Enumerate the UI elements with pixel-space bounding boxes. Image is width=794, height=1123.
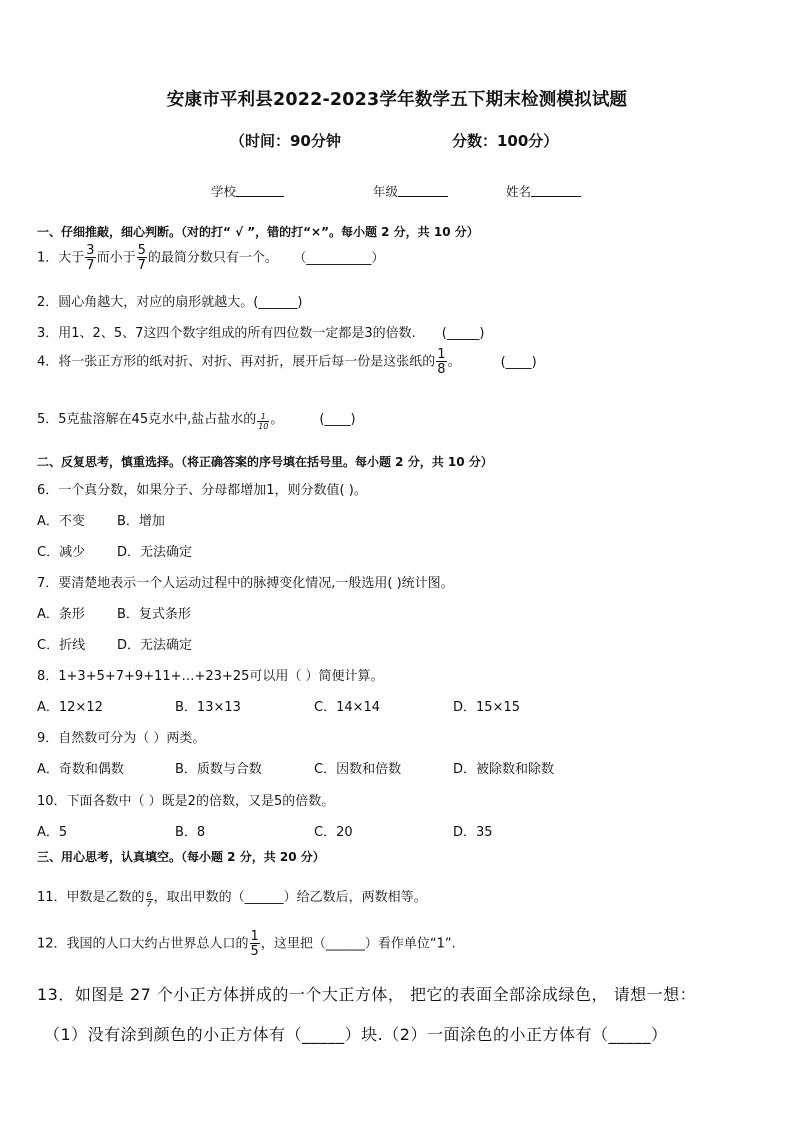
name-blank[interactable] [531,186,581,197]
q6-option-c[interactable]: C．减少 [37,545,86,560]
q12-fraction [250,930,260,958]
q8-option-b[interactable]: B．13×13 [175,700,241,715]
q9-option-c[interactable]: C．因数和倍数 [314,762,402,777]
q11-text-a: 11．甲数是乙数的 [37,890,145,905]
q8-option-c[interactable]: C．14×14 [314,700,381,715]
question-13-line1: 13．如图是 27 个小正方体拼成的一个大正方体， 把它的表面全部涂成绿色， 请想一想： [37,985,697,1004]
q9-option-a[interactable]: A．奇数和偶数 [37,762,124,777]
question-2: 2．圆心角越大，对应的扇形就越大。(______) [37,295,303,310]
q4-answer-blank[interactable]: (____) [500,354,537,370]
grade-label: 年级 [373,184,399,199]
q4-text-a: 4．将一张正方形的纸对折、对折、再对折，展开后每一份是这张纸的 [37,354,436,370]
q7-option-d[interactable]: D．无法确定 [117,638,193,653]
school-field[interactable] [211,182,284,200]
q12-denominator: 5 [250,944,259,959]
q8-option-d[interactable]: D．15×15 [453,700,520,715]
question-12 [37,930,456,958]
q9-option-b[interactable]: B．质数与合数 [175,762,262,777]
q12-text-a: 12．我国的人口大约占世界总人口的 [37,936,249,952]
q10-option-c[interactable]: C．20 [314,825,353,840]
q1-f1-numerator: 3 [86,243,95,258]
name-field[interactable] [506,182,581,200]
q4-numerator: 1 [437,347,446,362]
q11-denominator: 7 [146,900,152,909]
q7-option-b[interactable]: B．复式条形 [117,607,191,622]
q10-option-d[interactable]: D．35 [453,825,493,840]
q10-option-b[interactable]: B．8 [175,825,206,840]
q5-numerator: 1 [260,412,266,421]
exam-time: （时间：90分钟 [230,132,341,150]
q6-option-a[interactable]: A．不变 [37,514,85,529]
exam-title: 安康市平利县2022-2023学年数学五下期末检测模拟试题 [166,90,628,110]
question-10: 10．下面各数中（ ）既是2的倍数，又是5的倍数。 [37,794,335,809]
q5-fraction [257,413,269,431]
q5-answer-blank[interactable]: (____) [319,412,356,427]
q11-numerator: 6 [146,890,152,899]
section2-heading: 二、反复思考，慎重选择。（将正确答案的序号填在括号里。每小题 2 分，共 10 分） [37,455,493,469]
q1-f2-denominator: 7 [137,258,146,273]
q7-option-a[interactable]: A．条形 [37,607,85,622]
q1-text-b: 而小于 [96,250,136,266]
q1-number: 1． [37,250,59,266]
q4-fraction [436,348,446,376]
question-4 [37,348,537,376]
q1-fraction-2 [137,244,147,272]
q11-fraction [146,891,153,909]
question-7: 7．要清楚地表示一个人运动过程中的脉搏变化情况,一般选用( )统计图。 [37,576,454,591]
q1-answer-blank[interactable]: （__________） [299,250,385,266]
section1-heading: 一、仔细推敲，细心判断。（对的打“ √ ”，错的打“×”。每小题 2 分，共 10 分） [37,225,479,239]
q12-text-b: ，这里把（______）看作单位“1”. [260,936,456,952]
grade-blank[interactable] [398,186,448,197]
q5-denominator: 10 [258,422,269,431]
q1-text-a: 大于 [58,250,85,266]
question-5 [37,408,356,431]
q12-numerator: 1 [250,929,259,944]
question-8: 8．1+3+5+7+9+11+…+23+25可以用（ ）简便计算。 [37,669,384,684]
q6-option-d[interactable]: D．无法确定 [117,545,193,560]
question-9: 9．自然数可分为（ ）两类。 [37,731,206,746]
q8-option-a[interactable]: A．12×12 [37,700,103,715]
grade-field[interactable] [373,182,448,200]
name-label: 姓名 [506,184,532,199]
school-label: 学校 [211,184,237,199]
question-3: 3．用1、2、5、7这四个数字组成的所有四位数一定都是3的倍数. (_____) [37,326,485,341]
question-13-line2: （1）没有涂到颜色的小正方体有（_____）块.（2）一面涂色的小正方体有（_____） [44,1025,668,1044]
q10-option-a[interactable]: A．5 [37,825,68,840]
q1-f1-denominator: 7 [86,258,95,273]
q5-text-a: 5．5克盐溶解在45克水中,盐占盐水的 [37,412,257,427]
q7-option-c[interactable]: C．折线 [37,638,86,653]
q1-text-c: 的最简分数只有一个。 [147,250,278,266]
question-11 [37,886,427,909]
section3-heading: 三、用心思考，认真填空。（每小题 2 分，共 20 分） [37,850,325,864]
q5-text-b: 。 [270,412,284,427]
q11-text-b: ，取出甲数的（______）给乙数后，两数相等。 [153,890,427,905]
q9-option-d[interactable]: D．被除数和除数 [453,762,555,777]
q4-denominator: 8 [437,362,446,377]
school-blank[interactable] [236,186,284,197]
q1-fraction-1 [85,244,95,272]
q1-f2-numerator: 5 [137,243,146,258]
exam-score: 分数：100分） [452,132,559,150]
q4-text-b: 。 [447,354,461,370]
question-6: 6．一个真分数，如果分子、分母都增加1，则分数值( )。 [37,483,367,498]
q6-option-b[interactable]: B．增加 [117,514,165,529]
question-1 [37,244,384,272]
